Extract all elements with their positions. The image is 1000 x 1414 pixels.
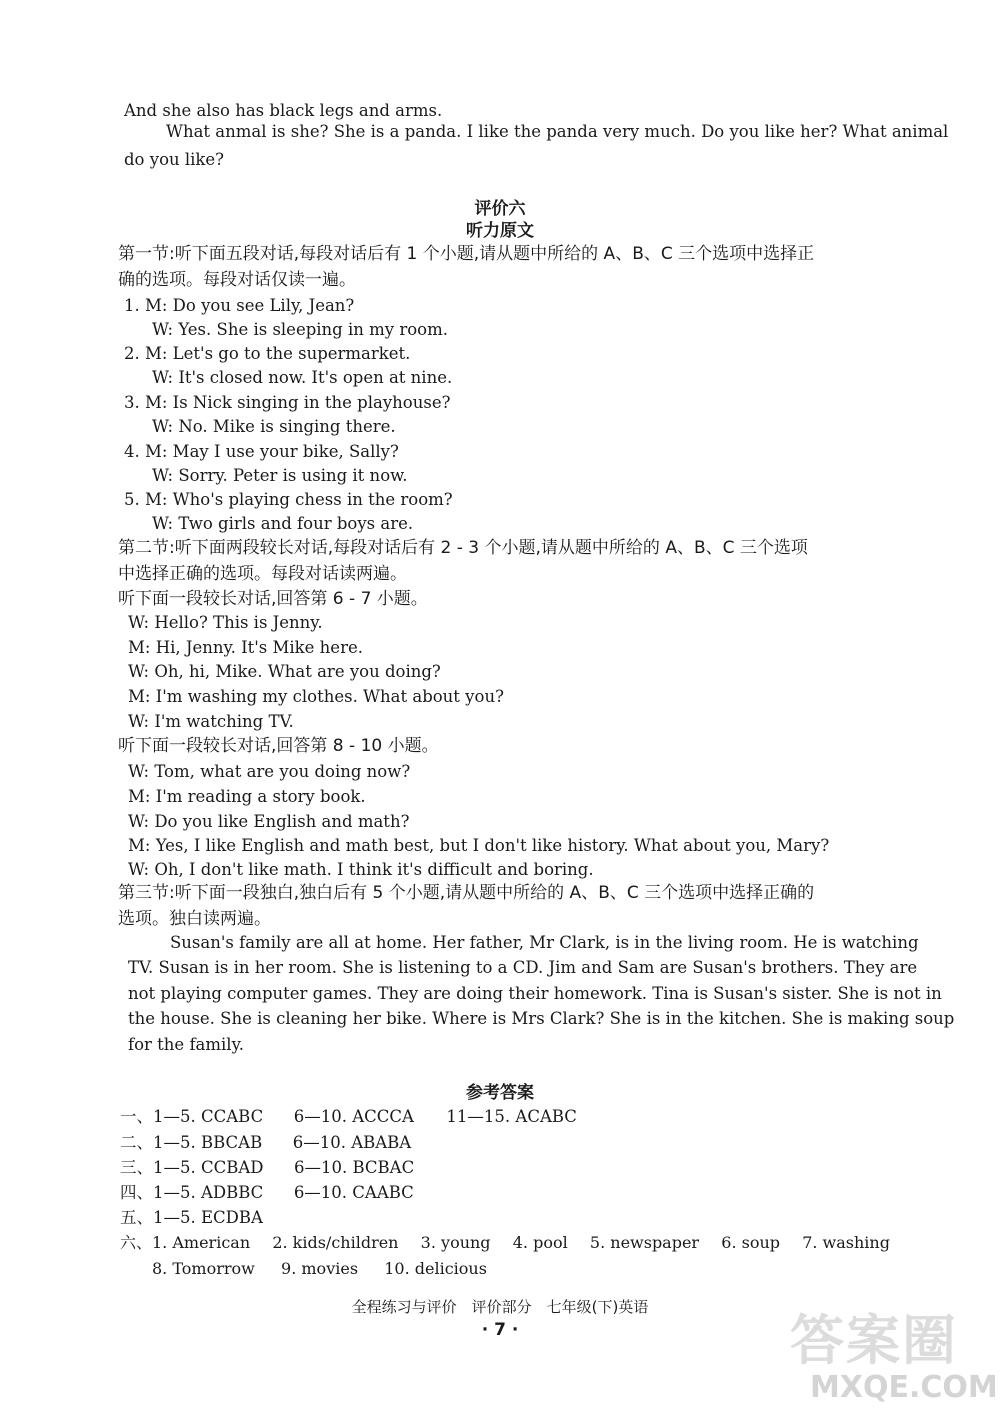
- answer-cell: 五、1—5. ECDBA: [120, 1208, 263, 1227]
- dialogue-line: W: Two girls and four boys are.: [152, 514, 414, 533]
- intro-line-2: What anmal is she? She is a panda. I like the panda very much. Do you like her? What animal: [166, 122, 949, 141]
- section-subtitle: 听力原文: [466, 221, 534, 241]
- dialogue-line: M: I'm washing my clothes. What about you?: [128, 687, 504, 706]
- answer-cell: 六、1. American: [120, 1233, 251, 1252]
- answer-cell: 3. young: [420, 1233, 491, 1252]
- part3-instruction-1: 第三节:听下面一段独白,独白后有 5 个小题,请从题中所给的 A、B、C 三个选项中选择正确的: [118, 883, 815, 903]
- dialogue-line: W: It's closed now. It's open at nine.: [152, 368, 453, 387]
- dialogue-line: M: I'm reading a story book.: [128, 787, 366, 806]
- answer-row: [120, 1208, 263, 1228]
- answer-cell: 6. soup: [721, 1233, 781, 1252]
- answer-cell: 7. washing: [802, 1233, 890, 1252]
- answer-row: [120, 1133, 411, 1153]
- monologue-line: not playing computer games. They are doing their homework. Tina is Susan's sister. She is not in: [128, 984, 942, 1003]
- intro-line-3: do you like?: [124, 150, 225, 169]
- answer-cell: 9. movies: [281, 1259, 359, 1278]
- dialogue-line: W: Tom, what are you doing now?: [128, 762, 411, 781]
- answer-cell: 5. newspaper: [589, 1233, 700, 1252]
- dialogue-line: W: Oh, I don't like math. I think it's difficult and boring.: [128, 860, 594, 879]
- dialogue-line: W: I'm watching TV.: [128, 712, 294, 731]
- answer-row: [120, 1158, 414, 1178]
- dialogue-line: M: Yes, I like English and math best, but I don't like history. What about you, Mary?: [128, 836, 830, 855]
- dialogue-line: 4. M: May I use your bike, Sally?: [124, 442, 399, 461]
- dialogue-line: W: Sorry. Peter is using it now.: [152, 466, 408, 485]
- part2-instruction-1: 第二节:听下面两段较长对话,每段对话后有 2 - 3 个小题,请从题中所给的 A、B、C 三个选项: [118, 538, 808, 558]
- answer-cell: 一、1—5. CCABC: [120, 1107, 264, 1126]
- intro-line-1: And she also has black legs and arms.: [124, 101, 443, 120]
- dialogue-b-intro: 听下面一段较长对话,回答第 8 - 10 小题。: [118, 736, 439, 756]
- answer-cell: 11—15. ACABC: [446, 1107, 577, 1126]
- monologue-line: Susan's family are all at home. Her father, Mr Clark, is in the living room. He is watching: [170, 933, 919, 952]
- part2-instruction-2: 中选择正确的选项。每段对话读两遍。: [118, 564, 407, 584]
- answer-cell: 2. kids/children: [272, 1233, 399, 1252]
- dialogue-line: W: Yes. She is sleeping in my room.: [152, 320, 448, 339]
- dialogue-line: W: Do you like English and math?: [128, 812, 410, 831]
- answer-cell: 二、1—5. BBCAB: [120, 1133, 263, 1152]
- answer-cell: 10. delicious: [384, 1259, 487, 1278]
- answer-cell: 6—10. CAABC: [293, 1183, 414, 1202]
- answer-cell: 4. pool: [512, 1233, 568, 1252]
- dialogue-line: M: Hi, Jenny. It's Mike here.: [128, 638, 363, 657]
- watermark-text: 答案圈: [790, 1309, 958, 1372]
- dialogue-line: 2. M: Let's go to the supermarket.: [124, 344, 411, 363]
- answer-cell: 8. Tomorrow: [152, 1259, 255, 1278]
- answer-cell: 四、1—5. ADBBC: [120, 1183, 264, 1202]
- monologue-line: the house. She is cleaning her bike. Where is Mrs Clark? She is in the kitchen. She is making soup: [128, 1009, 955, 1028]
- monologue-line: for the family.: [128, 1035, 244, 1054]
- dialogue-line: 1. M: Do you see Lily, Jean?: [124, 296, 355, 315]
- dialogue-a-intro: 听下面一段较长对话,回答第 6 - 7 小题。: [118, 589, 428, 609]
- dialogue-line: W: Hello? This is Jenny.: [128, 613, 323, 632]
- part1-instruction-2: 确的选项。每段对话仅读一遍。: [118, 270, 356, 290]
- footer-text: 全程练习与评价 评价部分 七年级(下)英语: [351, 1298, 649, 1316]
- answer-cell: 6—10. BCBAC: [294, 1158, 415, 1177]
- section-title: 评价六: [474, 199, 526, 219]
- watermark-url: MXQE.COM: [810, 1370, 998, 1405]
- answer-row: [152, 1259, 487, 1279]
- part3-instruction-2: 选项。独白读两遍。: [118, 909, 271, 929]
- part1-instruction-1: 第一节:听下面五段对话,每段对话后有 1 个小题,请从题中所给的 A、B、C 三个选项中选择正: [118, 244, 815, 264]
- monologue-line: TV. Susan is in her room. She is listening to a CD. Jim and Sam are Susan's brothers. They are: [128, 958, 918, 977]
- dialogue-line: 5. M: Who's playing chess in the room?: [124, 490, 453, 509]
- answers-title: 参考答案: [466, 1083, 534, 1103]
- answer-cell: 三、1—5. CCBAD: [120, 1158, 264, 1177]
- answer-row: [120, 1233, 890, 1253]
- watermark-logo: [780, 1294, 998, 1406]
- answer-row: [120, 1107, 577, 1127]
- answer-cell: 6—10. ACCCA: [293, 1107, 414, 1126]
- dialogue-line: 3. M: Is Nick singing in the playhouse?: [124, 393, 451, 412]
- dialogue-line: W: No. Mike is singing there.: [152, 417, 396, 436]
- answer-row: [120, 1183, 414, 1203]
- answer-cell: 6—10. ABABA: [292, 1133, 412, 1152]
- dialogue-line: W: Oh, hi, Mike. What are you doing?: [128, 662, 441, 681]
- page-number: · 7 ·: [481, 1320, 519, 1340]
